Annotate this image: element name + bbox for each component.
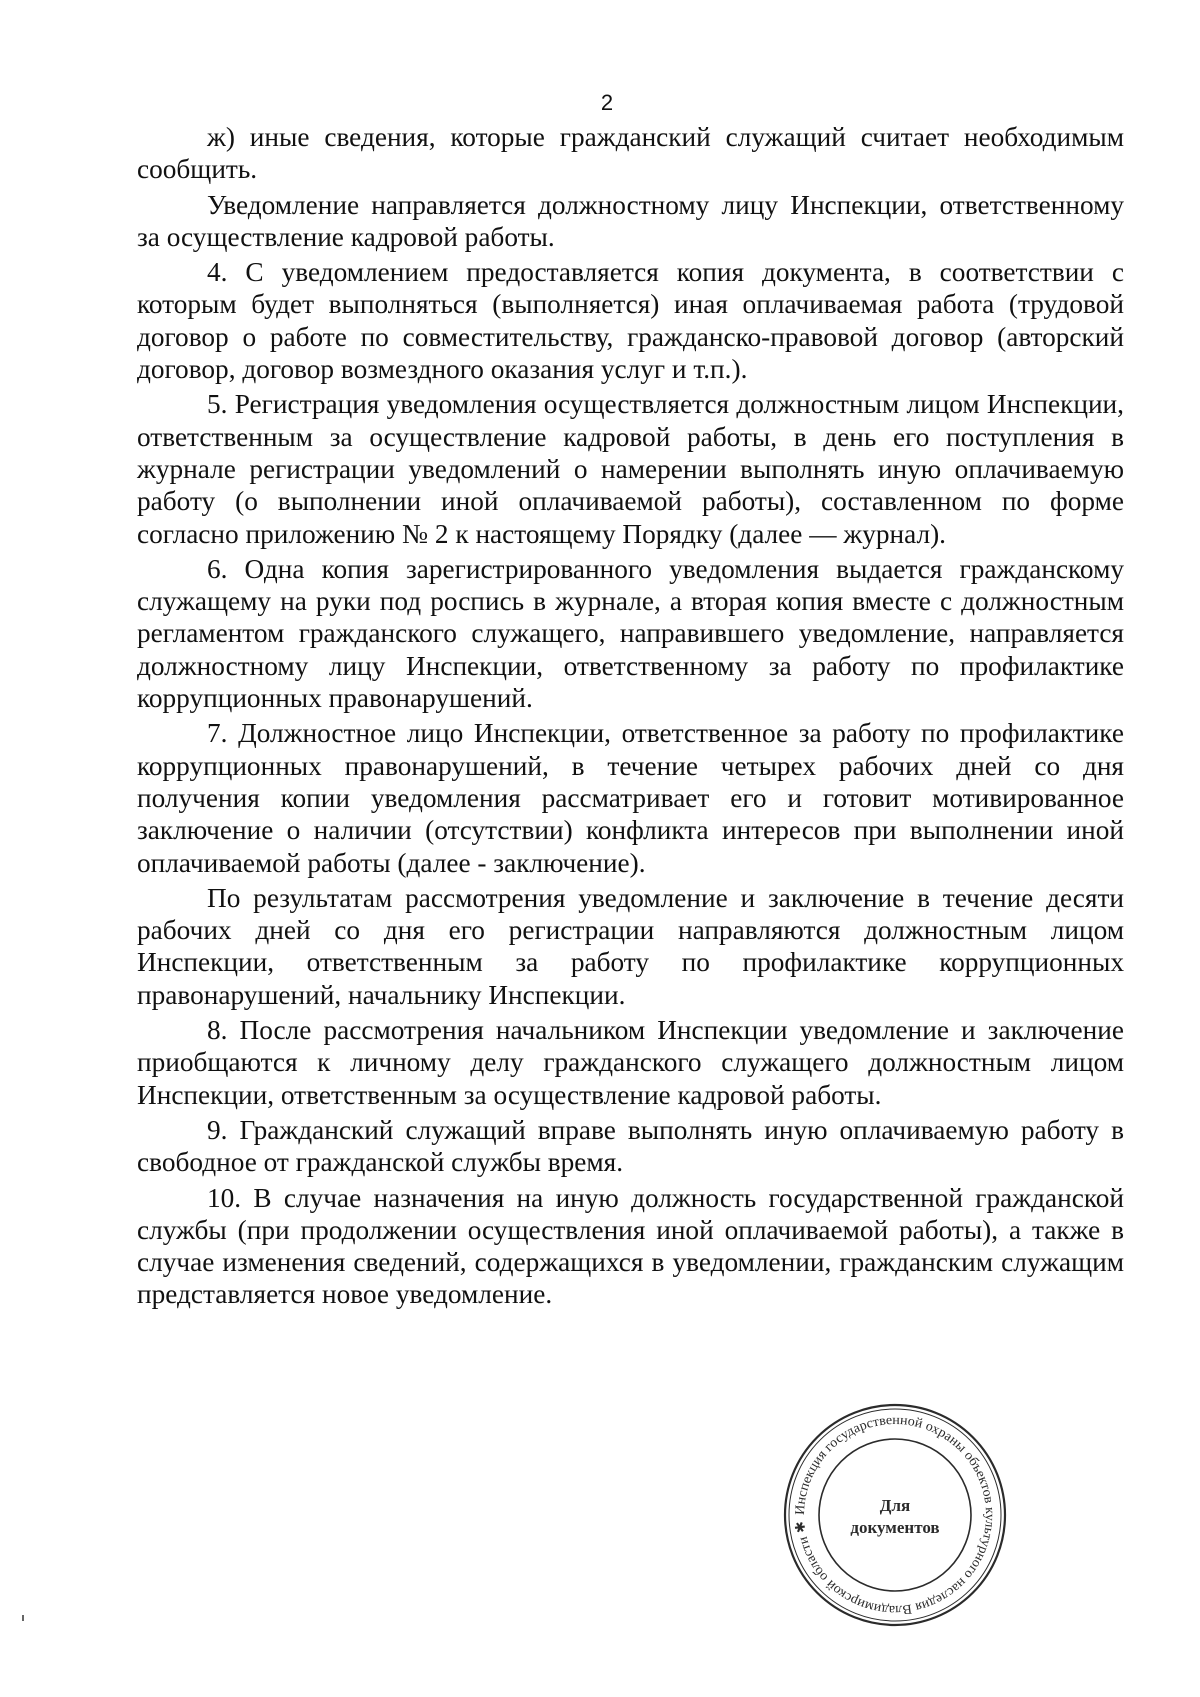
seal-inner-ring [819,1439,971,1591]
seal-outer-inner-ring [789,1409,1001,1621]
official-seal [783,1403,1007,1627]
paragraph-notice-recipient: Уведомление направляется должностному лицу Инспекции, ответственному за осуществление кадровой работы. [137,189,1124,252]
page-number: 2 [600,90,614,115]
document-body [137,121,1124,1311]
paragraph-item-10: 10. В случае назначения на иную должность государственной гражданской службы (при продолжении осуществления иной оплачиваемой работы), а также в случае изменения сведений, содержащихся в уведомлении, гражданским служащим представляется новое уведомление. [137,1182,1124,1310]
paragraph-item-9: 9. Гражданский служащий вправе выполнять иную оплачиваемую работу в свободное от гражданской службы время. [137,1114,1124,1178]
seal-center-line-1: Для [879,1496,911,1515]
paragraph-item-5: 5. Регистрация уведомления осуществляется должностным лицом Инспекции, ответственным за осуществление кадровой работы, в день его поступления в журнале регистрации уведомлений о намерении выполнять иную оплачиваемую работу (о выполнении иной оплачиваемой работы), составленном по форме согласно приложению № 2 к настоящему Порядку (далее — журнал). [137,389,1124,549]
seal-center-line-2: документов [850,1518,940,1537]
paragraph-item-4: 4. С уведомлением предоставляется копия документа, в соответствии с которым будет выполняться (выполняется) иная оплачиваемая работа (трудовой договор о работе по совместительству, гражданско-правовой договор (авторский договор, договор возмездного оказания услуг и т.п.). [137,257,1124,385]
paragraph-review-results: По результатам рассмотрения уведомление и заключение в течение десяти рабочих дней со дня его регистрации направляются должностным лицом Инспекции, ответственным за работу по профилактике коррупционных правонарушений, начальнику Инспекции. [137,882,1124,1010]
scan-speck [22,1615,24,1621]
paragraph-item-7: 7. Должностное лицо Инспекции, ответственное за работу по профилактике коррупционных правонарушений, в течение четырех рабочих дней со дня получения копии уведомления рассматривает его и готовит мотивированное заключение о наличии (отсутствии) конфликта интересов при выполнении иной оплачиваемой работы (далее - заключение). [137,718,1124,878]
paragraph-item-6: 6. Одна копия зарегистрированного уведомления выдается гражданскому служащему на руки под роспись в журнале, а вторая копия вместе с должностным регламентом гражданского служащего, направившего уведомление, направляется должностному лицу Инспекции, ответственному за работу по профилактике коррупционных правонарушений. [137,553,1124,714]
seal-ring-text: Инспекция государственной охраны объектов культурного наследия Владимирской области ✱ [791,1411,999,1619]
paragraph-zh-other-info: ж) иные сведения, которые гражданский служащий считает необходимым сообщить. [137,122,1124,185]
seal-graphic [783,1403,1007,1627]
paragraph-item-8: 8. После рассмотрения начальником Инспекции уведомление и заключение приобщаются к личному делу гражданского служащего должностным лицом Инспекции, ответственным за осуществление кадровой работы. [137,1015,1124,1110]
seal-outer-ring [785,1405,1005,1625]
